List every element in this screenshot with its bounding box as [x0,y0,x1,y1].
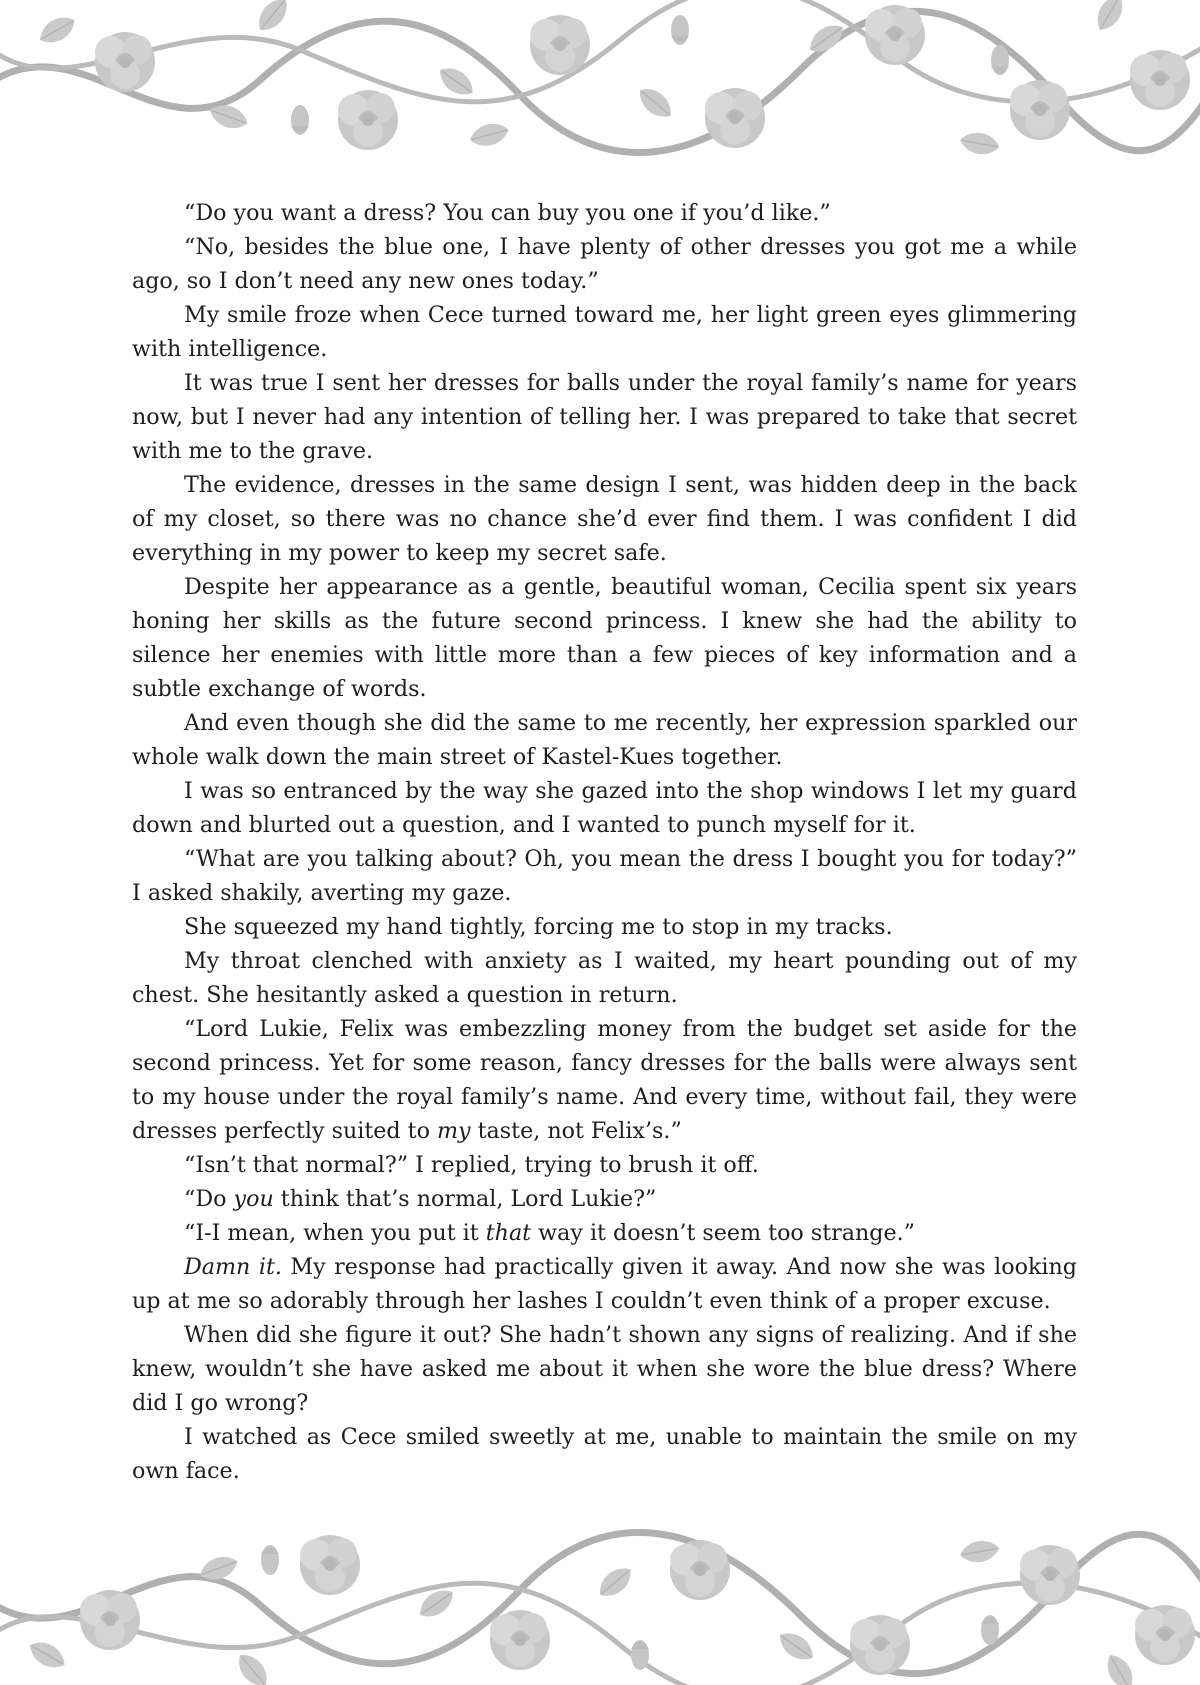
paragraph: “Lord Lukie, Felix was embezzling money from the budget set aside for the second princess. Yet for some reason, fancy dresses for the balls were always sent to my house under the royal family’s name. And every time, without fail, they were dresses perfectly suited to my taste, not Felix’s.” [132,1016,1077,1144]
paragraph: My throat clenched with anxiety as I waited, my heart pounding out of my chest. She hesitantly asked a question in return. [132,948,1077,1008]
paragraph: And even though she did the same to me recently, her expression sparkled our whole walk down the main street of Kastel-Kues together. [132,710,1077,770]
rose-border-bottom [0,1515,1200,1685]
rose-vine-ornament [0,1515,1200,1685]
paragraph: “What are you talking about? Oh, you mean the dress I bought you for today?” I asked shakily, averting my gaze. [132,846,1077,906]
paragraph: “No, besides the blue one, I have plenty of other dresses you got me a while ago, so I don’t need any new ones today.” [132,234,1077,294]
paragraph: It was true I sent her dresses for balls under the royal family’s name for years now, but I never had any intention of telling her. I was prepared to take that secret with me to the grave. [132,370,1077,464]
rose-vine-ornament [0,0,1200,185]
paragraph: I was so entranced by the way she gazed into the shop windows I let my guard down and blurted out a question, and I wanted to punch myself for it. [132,778,1077,838]
paragraph: Despite her appearance as a gentle, beautiful woman, Cecilia spent six years honing her skills as the future second princess. I knew she had the ability to silence her enemies with little more than a few pieces of key information and a subtle exchange of words. [132,574,1077,702]
paragraph: “I-I mean, when you put it that way it doesn’t seem too strange.” [184,1220,915,1246]
page-body [132,196,1077,1488]
paragraph: The evidence, dresses in the same design I sent, was hidden deep in the back of my closet, so there was no chance she’d ever find them. I was confident I did everything in my power to keep my secret safe. [132,472,1077,566]
paragraph: My smile froze when Cece turned toward me, her light green eyes glimmering with intelligence. [132,302,1077,362]
rose-border-top [0,0,1200,185]
paragraph: Damn it. My response had practically given it away. And now she was looking up at me so adorably through her lashes I couldn’t even think of a proper excuse. [132,1254,1077,1314]
paragraph: “Do you want a dress? You can buy you one if you’d like.” [184,200,831,226]
paragraph: “Do you think that’s normal, Lord Lukie?” [184,1186,657,1212]
paragraph: She squeezed my hand tightly, forcing me to stop in my tracks. [184,914,893,940]
paragraph: When did she figure it out? She hadn’t shown any signs of realizing. And if she knew, wouldn’t she have asked me about it when she wore the blue dress? Where did I go wrong? [132,1322,1077,1416]
paragraph: “Isn’t that normal?” I replied, trying to brush it off. [184,1152,759,1178]
paragraph: I watched as Cece smiled sweetly at me, unable to maintain the smile on my own face. [132,1424,1077,1484]
